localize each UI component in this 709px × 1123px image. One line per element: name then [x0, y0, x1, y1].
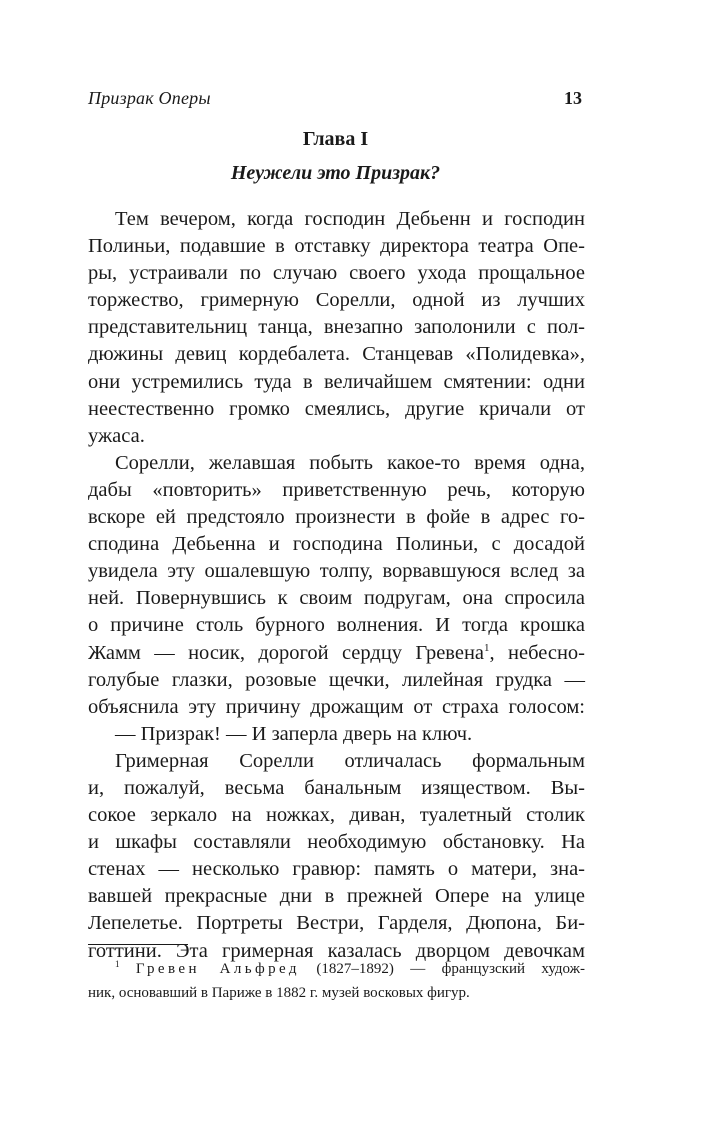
text-line: торжество, гримерную Сорелли, одной из лучших	[88, 289, 585, 312]
text-line: вскоре ей предстояло произнести в фойе в адрес го-	[88, 506, 585, 529]
page-number: 13	[564, 88, 582, 108]
text-line	[88, 640, 585, 667]
footnote-line: ник, основавший в Париже в 1882 г. музей восковых фигур.	[88, 985, 470, 1001]
text-line: о причине столь бурного волнения. И тогда крошка	[88, 614, 585, 637]
chapter-title: Неужели это Призрак?	[230, 162, 441, 184]
text-line: сподина Дебьенна и господина Полиньи, с досадой	[88, 533, 585, 556]
text-line: увидела эту ошалевшую толпу, ворвавшуюся вслед за	[88, 560, 585, 583]
text-line: и, пожалуй, весьма банальным изяществом. Вы-	[88, 776, 585, 799]
footnote-name: Гревен Альфред	[135, 961, 300, 977]
text-line: они устремились туда в величайшем смятении: одни	[88, 370, 585, 393]
text-line: Полиньи, подавшие в отставку директора театра Опе-	[88, 235, 585, 258]
text-line: представительниц танца, внезапно заполонили с пол-	[88, 316, 585, 339]
text-line: дабы «повторить» приветственную речь, которую	[88, 478, 585, 501]
text-line-part: Жамм — носик, дорогой сердцу Гревена	[88, 641, 485, 664]
text-line: и шкафы составляли необходимую обстановку. На	[88, 831, 585, 854]
footnote-text: (1827–1892) — французский худож-	[316, 961, 586, 977]
text-line: голубые глазки, розовые щечки, лилейная грудка —	[88, 668, 585, 691]
text-line: вавшей прекрасные дни в прежней Опере на улице	[88, 885, 585, 908]
text-line: неестественно громко смеялись, другие кричали от	[88, 397, 585, 420]
text-line: стенах — несколько гравюр: память о матери, зна-	[88, 858, 585, 881]
text-line: ры, устраивали по случаю своего ухода прощальное	[88, 262, 585, 285]
running-head-title: Призрак Оперы	[88, 88, 211, 108]
text-line: Лепелетье. Портреты Вестри, Гарделя, Дюпона, Би-	[88, 912, 585, 935]
footnote-divider	[88, 944, 188, 945]
text-line: Сорелли, желавшая побыть какое-то время одна,	[115, 451, 585, 474]
text-line: дюжины девиц кордебалета. Станцевав «Полидевка»,	[88, 343, 585, 366]
text-line: ней. Повернувшись к своим подругам, она спросила	[88, 587, 585, 610]
text-line: объяснила эту причину дрожащим от страха голосом:	[88, 695, 585, 718]
chapter-label: Глава I	[302, 128, 369, 150]
footnote-number: 1	[115, 959, 120, 969]
text-line: сокое зеркало на ножках, диван, туалетный столик	[88, 804, 585, 827]
text-line: готтини. Эта гримерная казалась дворцом девочкам	[88, 939, 585, 962]
text-line: — Призрак! — И заперла дверь на ключ.	[115, 722, 473, 745]
text-line: ужаса.	[88, 424, 145, 447]
text-line: Гримерная Сорелли отличалась формальным	[115, 749, 585, 772]
text-line: Тем вечером, когда господин Дебьенн и господин	[115, 208, 585, 230]
body-text	[88, 206, 585, 965]
footnote	[88, 957, 585, 1005]
footnote-line	[88, 957, 585, 981]
footnote-reference: 1	[484, 641, 490, 654]
text-line-part: , небесно-	[489, 641, 585, 664]
